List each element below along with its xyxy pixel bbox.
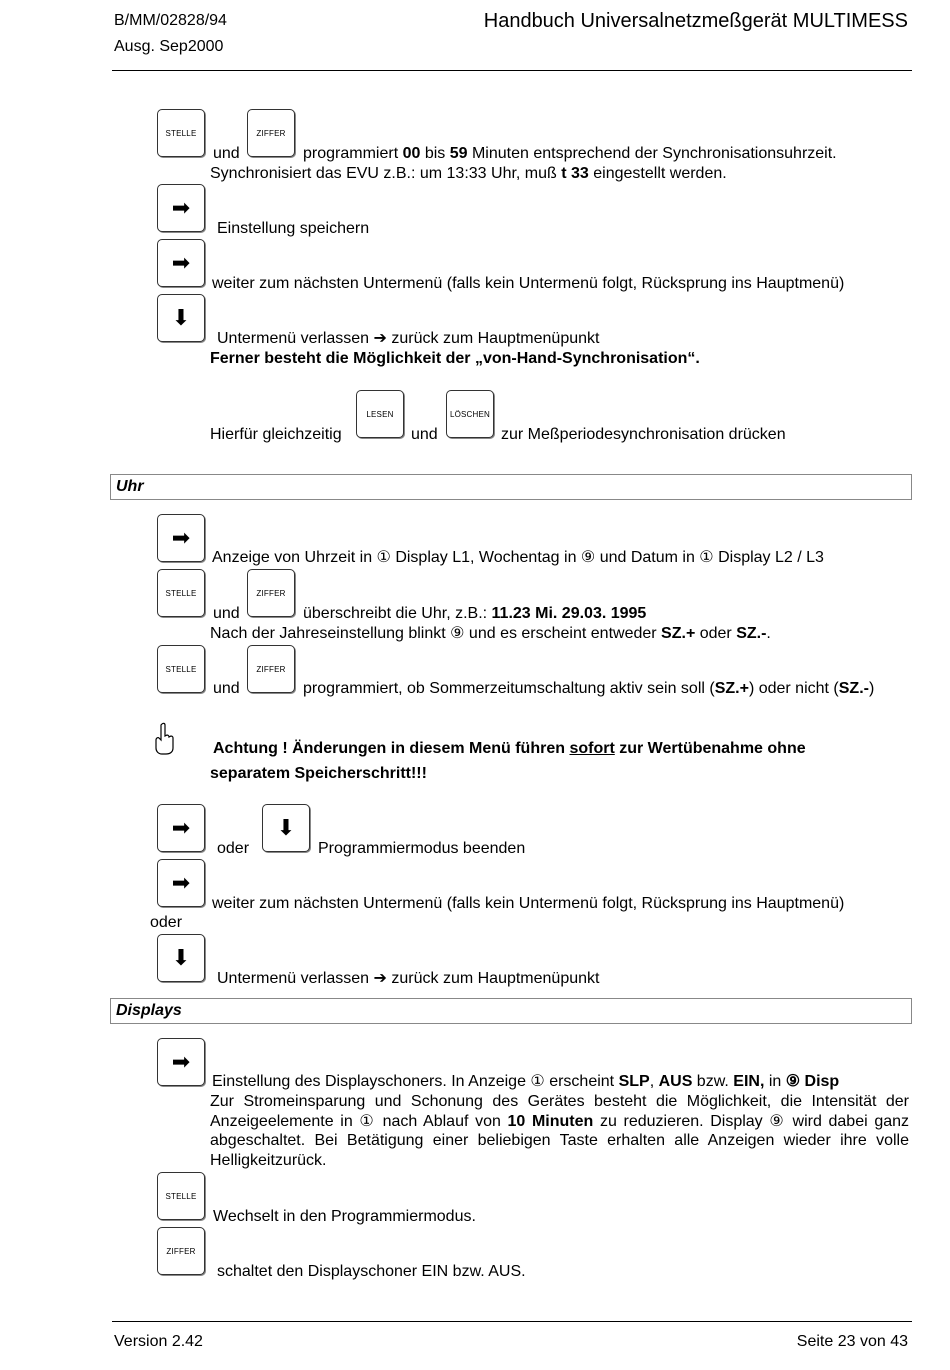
- down-arrow-key: [262, 804, 310, 852]
- year-setting-text: Nach der Jahreseinstellung blinkt ⑨ und es erscheint entweder SZ.+ oder SZ.-.: [210, 625, 771, 642]
- down-arrow-key: [157, 934, 205, 982]
- stelle-key-label: STELLE: [165, 588, 197, 598]
- sync-program-text: programmiert 00 bis 59 Minuten entsprechend der Synchronisationsuhrzeit.: [303, 145, 837, 162]
- stelle-key-label: STELLE: [165, 1191, 197, 1201]
- sync-example-text: Synchronisiert das EVU z.B.: um 13:33 Uhr, muß t 33 eingestellt werden.: [210, 165, 727, 182]
- loeschen-key-label: LÖSCHEN: [449, 409, 491, 419]
- next-submenu-text: weiter zum nächsten Untermenü (falls kein Untermenü folgt, Rücksprung ins Hauptmenü): [212, 895, 845, 912]
- right-arrow-key: [157, 514, 205, 562]
- ziffer-key: [247, 569, 295, 617]
- und-text: und: [411, 426, 438, 443]
- leave-submenu-text: Untermenü verlassen ➔ zurück zum Hauptmenüpunkt: [217, 330, 600, 347]
- ziffer-key: [247, 645, 295, 693]
- warning-text-cont: separatem Speicherschritt!!!: [210, 765, 427, 782]
- page-header-title: Handbuch Universalnetzmeßgerät MULTIMESS: [483, 10, 908, 32]
- right-arrow-key: [157, 1038, 205, 1086]
- oder-text: oder: [217, 840, 250, 857]
- right-arrow-icon: ➡: [171, 250, 191, 275]
- und-text: und: [213, 145, 240, 162]
- right-arrow-key: [157, 859, 205, 907]
- right-arrow-icon: ➡: [171, 195, 191, 220]
- ziffer-key: [157, 1227, 205, 1275]
- document-id: B/MM/02828/94: [114, 12, 227, 29]
- hierfuer-text: Hierfür gleichzeitig: [210, 426, 342, 443]
- stelle-key: [157, 569, 205, 617]
- edition: Ausg. Sep2000: [114, 38, 224, 55]
- sync-press-text: zur Meßperiodesynchronisation drücken: [501, 426, 786, 443]
- right-arrow-icon: ➡: [171, 870, 191, 895]
- ziffer-key-label: ZIFFER: [166, 1246, 196, 1256]
- header-rule: [112, 70, 912, 71]
- right-arrow-key: [157, 804, 205, 852]
- ziffer-key-label: ZIFFER: [256, 128, 286, 138]
- page-number: Seite 23 von 43: [796, 1333, 908, 1350]
- down-arrow-icon: ⬇: [171, 945, 191, 970]
- right-arrow-key: [157, 239, 205, 287]
- right-arrow-icon: ➡: [171, 1049, 191, 1074]
- lesen-key: [356, 390, 404, 438]
- ziffer-key-label: ZIFFER: [256, 664, 286, 674]
- down-arrow-key: [157, 294, 205, 342]
- summer-time-text: programmiert, ob Sommerzeitumschaltung aktiv sein soll (SZ.+) oder nicht (SZ.-): [303, 680, 875, 697]
- down-arrow-icon: ⬇: [276, 815, 296, 840]
- lesen-key-label: LESEN: [366, 409, 394, 419]
- stelle-key-label: STELLE: [165, 664, 197, 674]
- stelle-key: [157, 109, 205, 157]
- ziffer-key-label: ZIFFER: [256, 588, 286, 598]
- right-arrow-key: [157, 184, 205, 232]
- warning-text: Achtung ! Änderungen in diesem Menü führen sofort zur Wertübenahme ohne: [213, 740, 806, 757]
- program-mode-text: Wechselt in den Programmiermodus.: [213, 1208, 476, 1225]
- leave-submenu-text: Untermenü verlassen ➔ zurück zum Hauptmenüpunkt: [217, 970, 600, 987]
- right-arrow-icon: ➡: [171, 815, 191, 840]
- stelle-key-label: STELLE: [165, 128, 197, 138]
- save-setting-text: Einstellung speichern: [217, 220, 370, 237]
- section-heading-uhr: Uhr: [110, 474, 912, 500]
- footer-rule: [112, 1321, 912, 1322]
- und-text: und: [213, 680, 240, 697]
- screensaver-description: Zur Stromeinsparung und Schonung des Gerätes besteht die Möglichkeit, die Intensität der Anzeigeelemente in ① nach Ablauf von 10 Minuten zu reduzieren. Display ⑨ wird dabei ganz abgeschaltet. Bei Betätigung einer beliebigen Taste erhalten alle Anzeigen wieder ihre volle Helligkeitzurück.: [210, 1093, 910, 1169]
- screensaver-toggle-text: schaltet den Displayschoner EIN bzw. AUS.: [217, 1263, 526, 1280]
- section-heading-displays: Displays: [110, 998, 912, 1024]
- manual-sync-note: Ferner besteht die Möglichkeit der „von-Hand-Synchronisation“.: [210, 350, 700, 367]
- stelle-key: [157, 1172, 205, 1220]
- screensaver-setting-text: Einstellung des Displayschoners. In Anzeige ① erscheint SLP, AUS bzw. EIN, in ⑨ Disp: [212, 1073, 840, 1090]
- stelle-key: [157, 645, 205, 693]
- oder-text: oder: [150, 914, 183, 931]
- ziffer-key: [247, 109, 295, 157]
- right-arrow-icon: ➡: [171, 525, 191, 550]
- clock-overwrite-text: überschreibt die Uhr, z.B.: 11.23 Mi. 29.03. 1995: [303, 605, 647, 622]
- loeschen-key: [446, 390, 494, 438]
- und-text: und: [213, 605, 240, 622]
- down-arrow-icon: ⬇: [171, 305, 191, 330]
- version-label: Version 2.42: [114, 1333, 203, 1350]
- pointing-hand-icon: [152, 722, 176, 756]
- next-submenu-text: weiter zum nächsten Untermenü (falls kein Untermenü folgt, Rücksprung ins Hauptmenü): [212, 275, 845, 292]
- end-program-mode-text: Programmiermodus beenden: [318, 840, 526, 857]
- clock-display-text: Anzeige von Uhrzeit in ① Display L1, Wochentag in ⑨ und Datum in ① Display L2 / L3: [212, 549, 824, 566]
